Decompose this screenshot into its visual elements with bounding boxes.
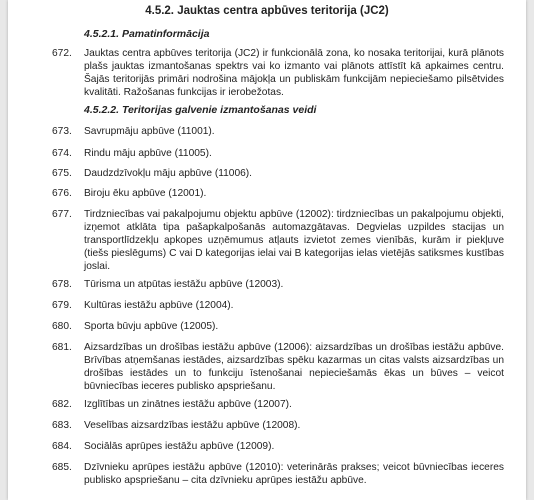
list-item [52, 341, 504, 393]
item-number: 681. [52, 342, 72, 353]
item-number: 680. [52, 321, 72, 332]
item-text: Dzīvnieku aprūpes iestāžu apbūve (12010): veterinārās prakses; veicot būvniecības ieceres publisko apspriešanu – cita dzīvnieku aprūpes iestāžu apbūve. [84, 462, 504, 486]
item-number: 677. [52, 209, 72, 220]
item-number: 678. [52, 279, 72, 290]
item-number: 679. [52, 300, 72, 311]
item-text: Sporta būvju apbūve (12005). [84, 321, 219, 332]
section-title: 4.5.2. Jauktas centra apbūves teritorija (JC2) [145, 5, 389, 17]
item-text: Izglītības un zinātnes iestāžu apbūve (12007). [84, 399, 292, 410]
list-item [52, 167, 504, 180]
item-number: 676. [52, 188, 72, 199]
item-text: Aizsardzības un drošības iestāžu apbūve (12006): aizsardzības un drošības iestāžu apbūve. Brīvības atņemšanas iestādes, aizsardzības spēku kazarmas un citas valsts aizsardzības un drošības iestādes un to funkciju īstenošanai nepieciešamās ēkas un būves – veicot būvniecības ieceres publisko apspriešanu. [84, 342, 504, 392]
item-text: Veselības aizsardzības iestāžu apbūve (12008). [84, 420, 301, 431]
item-text: Daudzdzīvokļu māju apbūve (11006). [84, 168, 253, 179]
document-page [8, 0, 526, 500]
item-text: Kultūras iestāžu apbūve (12004). [84, 300, 234, 311]
list-item [52, 320, 504, 333]
list-item [52, 278, 504, 291]
list-item [52, 125, 504, 138]
item-number: 685. [52, 462, 72, 473]
subsection-heading-main-uses: 4.5.2.2. Teritorijas galvenie izmantošanas veidi [84, 104, 317, 116]
item-number: 683. [52, 420, 72, 431]
item-number: 674. [52, 148, 72, 159]
item-number: 684. [52, 441, 72, 452]
item-text: Tūrisma un atpūtas iestāžu apbūve (12003). [84, 279, 284, 290]
list-item [52, 47, 504, 99]
item-text: Jauktas centra apbūves teritorija (JC2) ir funkcionālā zona, ko nosaka teritorijai, kurā plānots plašs jauktas izmantošanas spektrs vai ko izmanto vai plānots attīstīt kā apkaimes centru. Šajās teritorijās primāri nodrošina mājokļa un publiskām funkcijām nepieciešamo pilsētvides kvalitāti. Ražošanas funkcijas ir ierobežotas. [84, 48, 504, 98]
list-item [52, 147, 504, 160]
item-number: 675. [52, 168, 72, 179]
item-text: Sociālās aprūpes iestāžu apbūve (12009). [84, 441, 275, 452]
item-number: 672. [52, 48, 72, 59]
list-item [52, 419, 504, 432]
item-text: Savrupmāju apbūve (11001). [84, 126, 215, 137]
list-item [52, 461, 504, 487]
subsection-heading-basic-info: 4.5.2.1. Pamatinformācija [84, 28, 210, 40]
item-text: Biroju ēku apbūve (12001). [84, 188, 207, 199]
list-item [52, 440, 504, 453]
list-item [52, 398, 504, 411]
item-text: Rindu māju apbūve (11005). [84, 148, 212, 159]
item-text: Tirdzniecības vai pakalpojumu objektu apbūve (12002): tirdzniecības un pakalpojumu objekti, izņemot atklāta tipa pašapkalpošanās automazgātavas. Degvielas uzpildes stacijas un transportlīdzekļu apkopes uzņēmumus atļauts izvietot zemes vienībās, kurām ir piekļuve (tiešs pieslēgums) C vai D kategorijas ielai vai B kategorijas ielas vietējās satiksmes kustības joslai. [84, 209, 504, 272]
item-number: 682. [52, 399, 72, 410]
list-item [52, 299, 504, 312]
list-item [52, 187, 504, 200]
item-number: 673. [52, 126, 72, 137]
list-item [52, 208, 504, 273]
